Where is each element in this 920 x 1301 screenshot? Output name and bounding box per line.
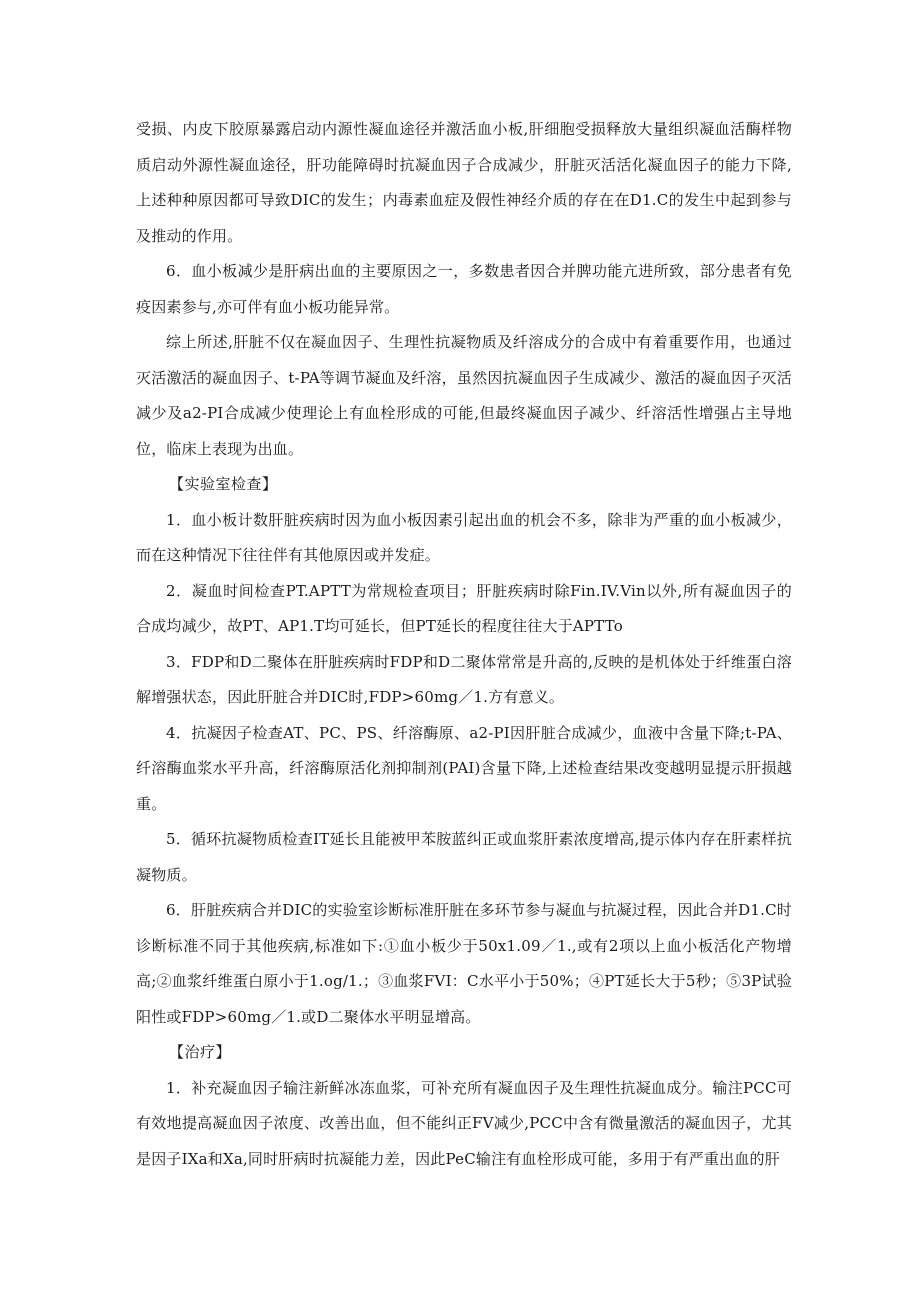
- lab-item-fdp-d-dimer: 3．FDP和D二聚体在肝脏疾病时FDP和D二聚体常常是升高的,反映的是机体处于纤维蛋白溶解增强状态，因此肝脏合并DIC时,FDP>60mg／1.方有意义。: [136, 652, 792, 706]
- lab-item-circulating-anticoagulants: 5．循环抗凝物质检查IT延长且能被甲苯胺蓝纠正或血浆肝素浓度增高,提示体内存在肝素样抗凝物质。: [136, 830, 792, 884]
- lab-item-dic-diagnostic-criteria: 6．肝脏疾病合并DIC的实验室诊断标准肝脏在多环节参与凝血与抗凝过程，因此合并D1.C时诊断标准不同于其他疾病,标准如下:①血小板少于50x1.09／1.,或有2项以上血小板活化产物增高;②血浆纤维蛋白原小于1.og/1.；③血浆FVI：C水平小于50%；④PT延长大于5秒；⑤3P试验阳性或FDP>60mg／1.或D二聚体水平明显增高。: [136, 901, 792, 1026]
- section-heading-lab: 【实验室检查】: [169, 475, 278, 493]
- lab-item-anticoagulant-factors: 4．抗凝因子检查AT、PC、PS、纤溶酶原、a2-PI因肝脏合成减少，血液中含量下降;t-PA、纤溶酶血浆水平升高，纤溶酶原活化剂抑制剂(PAI)含量下降,上述检查结果改变越明显提示肝损越重。: [136, 723, 792, 813]
- lab-item-platelet-count: 1．血小板计数肝脏疾病时因为血小板因素引起出血的机会不多，除非为严重的血小板减少，而在这种情况下往往伴有其他原因或并发症。: [136, 510, 792, 564]
- treatment-item-coagulation-factors: 1．补充凝血因子输注新鲜冰冻血浆，可补充所有凝血因子及生理性抗凝血成分。输注PCC可有效地提高凝血因子浓度、改善出血，但不能纠正FV减少,PCC中含有微量激活的凝血因子，尤其是因子IXa和Xa,同时肝病时抗凝能力差，因此PeC输注有血栓形成可能，多用于有严重出血的肝: [136, 1078, 792, 1168]
- paragraph-summary: 综上所述,肝脏不仅在凝血因子、生理性抗凝物质及纤溶成分的合成中有着重要作用，也通过灭活激活的凝血因子、t-PA等调节凝血及纤溶，虽然因抗凝血因子生成减少、激活的凝血因子灭活减少及a2-PI合成减少使理论上有血栓形成的可能,但最终凝血因子减少、纤溶活性增强占主导地位，临床上表现为出血。: [136, 333, 792, 458]
- paragraph-dic-causes: 受损、内皮下胶原暴露启动内源性凝血途径并激活血小板,肝细胞受损释放大量组织凝血活酶样物质启动外源性凝血途径，肝功能障碍时抗凝血因子合成减少，肝脏灭活活化凝血因子的能力下降,上述种种原因都可导致DIC的发生；内毒素血症及假性神经介质的存在在D1.C的发生中起到参与及推动的作用。: [136, 120, 792, 245]
- lab-item-coagulation-time: 2．凝血时间检查PT.APTT为常规检查项目；肝脏疾病时除Fin.IV.Vin以外,所有凝血因子的合成均减少，故PT、AP1.T均可延长，但PT延长的程度往往大于APTTo: [136, 581, 792, 635]
- paragraph-thrombocytopenia: 6．血小板减少是肝病出血的主要原因之一，多数患者因合并脾功能亢进所致，部分患者有免疫因素参与,亦可伴有血小板功能异常。: [136, 262, 792, 316]
- section-heading-treatment: 【治疗】: [169, 1043, 232, 1061]
